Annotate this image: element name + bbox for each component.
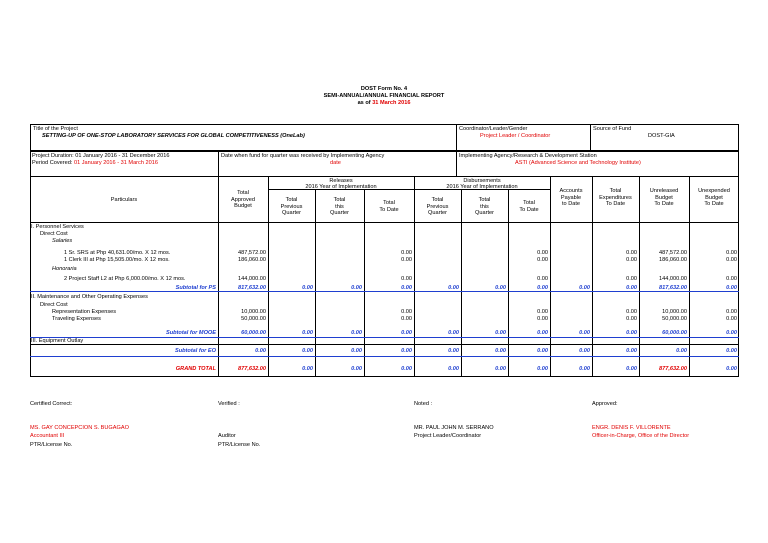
cell-disb-todate: 0.00 xyxy=(537,316,548,322)
grand-total-value: 0.00 xyxy=(579,366,590,372)
fund-label: Source of Fund xyxy=(593,126,632,132)
date-fund-value: date xyxy=(330,160,341,166)
grand-total-value: 0.00 xyxy=(302,366,313,372)
subtotal-value: 0.00 xyxy=(537,330,548,336)
rel-todate-header: Total To Date xyxy=(379,200,399,213)
auditor-title: Auditor xyxy=(218,433,236,439)
agency-label: Implementing Agency/Research & Development Station xyxy=(459,153,597,159)
fund-value: DOST-GIA xyxy=(648,133,675,139)
director-name: ENGR. DENIS F. VILLORENTE xyxy=(592,425,671,431)
subtotal-value: 0.00 xyxy=(626,285,637,291)
cell-expenditures: 0.00 xyxy=(626,250,637,256)
cell-unexpended: 0.00 xyxy=(726,316,737,322)
cell-unreleased: 50,000.00 xyxy=(662,316,687,322)
verified-label: Verified : xyxy=(218,401,240,407)
subtotal-value: 0.00 xyxy=(448,348,459,354)
subtotal-value: 0.00 xyxy=(351,330,362,336)
cell-expenditures: 0.00 xyxy=(626,309,637,315)
period-covered xyxy=(32,160,158,167)
mooe-direct-cost: Direct Cost xyxy=(40,302,68,308)
cell-unexpended: 0.00 xyxy=(726,257,737,263)
project-title: SETTING-UP OF ONE-STOP LABORATORY SERVICES FOR GLOBAL COMPETITIVENESS (OneLab) xyxy=(42,133,305,139)
disb-group-title: Disbursements xyxy=(463,178,501,184)
approved-header: Total Approved Budget xyxy=(231,190,255,209)
cell-unreleased: 10,000.00 xyxy=(662,309,687,315)
cell-unexpended: 0.00 xyxy=(726,276,737,282)
salaries-label: Salaries xyxy=(52,238,73,244)
subtotal-value: 0.00 xyxy=(448,285,459,291)
subtotal-value: 817,632.00 xyxy=(238,285,266,291)
cell-disb-todate: 0.00 xyxy=(537,257,548,263)
grand-total-value: 0.00 xyxy=(726,366,737,372)
as-of-line xyxy=(0,100,768,107)
subtotal-value: 0.00 xyxy=(579,348,590,354)
particulars-header: Particulars xyxy=(110,197,138,203)
disb-prev-header: Total Previous Quarter xyxy=(426,197,449,216)
subtotal-value: 817,632.00 xyxy=(659,285,687,291)
grand-total-value: 0.00 xyxy=(537,366,548,372)
cell-rel-todate: 0.00 xyxy=(401,316,412,322)
grand-total-value: 0.00 xyxy=(626,366,637,372)
approved-label: Approved: xyxy=(592,401,618,407)
subtotal-value: 0.00 xyxy=(495,285,506,291)
cell-unexpended: 0.00 xyxy=(726,309,737,315)
accounts-payable-header: Accounts Payable to Date xyxy=(559,188,583,207)
releases-group-title: Releases xyxy=(329,178,353,184)
cell-approved: 487,572.00 xyxy=(238,250,266,256)
subtotal-value: 60,000.00 xyxy=(662,330,687,336)
noted-label: Noted : xyxy=(414,401,433,407)
cell-disb-todate: 0.00 xyxy=(537,309,548,315)
director-title: Officer-in-Charge, Office of the Director xyxy=(592,433,690,439)
disb-todate-header: Total To Date xyxy=(519,200,539,213)
subtotal-value: 0.00 xyxy=(537,285,548,291)
row-label: 1 Sr. SRS at Php 40,631.00/mo. X 12 mos. xyxy=(64,250,171,256)
cell-disb-todate: 0.00 xyxy=(537,250,548,256)
as-of-date: 31 March 2016 xyxy=(372,100,411,106)
subtotal-value: 0.00 xyxy=(302,348,313,354)
section-ps: I. Personnel Services xyxy=(31,224,84,230)
ps-direct-cost: Direct Cost xyxy=(40,231,68,237)
rel-prev-header: Total Previous Quarter xyxy=(280,197,303,216)
subtotal-label: Subtotal for MOOE xyxy=(165,330,216,336)
cell-unreleased: 186,060.00 xyxy=(659,257,687,263)
as-of-prefix: as of xyxy=(357,100,373,106)
cell-rel-todate: 0.00 xyxy=(401,250,412,256)
row-label: Representation Expenses xyxy=(52,309,117,315)
auditor-ptr: PTR/License No. xyxy=(218,442,261,448)
cell-expenditures: 0.00 xyxy=(626,316,637,322)
period-value: 01 January 2016 - 31 March 2016 xyxy=(73,160,158,166)
section-mooe: II. Maintenance and Other Operating Expenses xyxy=(31,294,148,300)
subtotal-value: 0.00 xyxy=(726,330,737,336)
section-eo: III. Equipment Outlay xyxy=(31,338,84,344)
leader-name: MR. PAUL JOHN M. SERRANO xyxy=(414,425,494,431)
disb-this-header: Total this Quarter xyxy=(475,197,494,216)
unreleased-header: Unreleased Budget To Date xyxy=(649,188,679,207)
subtotal-value: 0.00 xyxy=(351,285,362,291)
row-label: 1 Clerk III at Php 15,505.00/mo. X 12 mos. xyxy=(64,257,170,263)
subtotal-value: 0.00 xyxy=(579,285,590,291)
cell-approved: 50,000.00 xyxy=(241,316,266,322)
subtotal-value: 0.00 xyxy=(302,285,313,291)
grand-total-label: GRAND TOTAL xyxy=(175,366,216,372)
cell-expenditures: 0.00 xyxy=(626,257,637,263)
form-number: DOST Form No. 4 xyxy=(360,86,408,92)
unexpended-header: Unexpended Budget To Date xyxy=(698,188,730,207)
cell-rel-todate: 0.00 xyxy=(401,309,412,315)
subtotal-label: Subtotal for EO xyxy=(174,348,216,354)
project-duration: Project Duration: 01 January 2016 - 31 December 2016 xyxy=(32,153,170,159)
cell-expenditures: 0.00 xyxy=(626,276,637,282)
cell-approved: 144,000.00 xyxy=(238,276,266,282)
subtotal-value: 0.00 xyxy=(726,348,737,354)
certified-label: Certified Correct: xyxy=(30,401,73,407)
cell-unreleased: 487,572.00 xyxy=(659,250,687,256)
subtotal-value: 0.00 xyxy=(448,330,459,336)
report-title: SEMI-ANNUAL/ANNUAL FINANCIAL REPORT xyxy=(323,93,445,99)
subtotal-value: 0.00 xyxy=(579,330,590,336)
grand-total-value: 0.00 xyxy=(401,366,412,372)
subtotal-value: 60,000.00 xyxy=(241,330,266,336)
grand-total-value: 0.00 xyxy=(448,366,459,372)
date-fund-label: Date when fund for quarter was received by Implementing Agency xyxy=(221,153,385,159)
coordinator-value: Project Leader / Coordinator xyxy=(480,133,551,139)
grand-total-value: 0.00 xyxy=(351,366,362,372)
honoraria-label: Honoraria xyxy=(52,266,77,272)
subtotal-label: Subtotal for PS xyxy=(175,285,216,291)
cell-rel-todate: 0.00 xyxy=(401,257,412,263)
subtotal-value: 0.00 xyxy=(495,348,506,354)
accountant-name: MS. GAY CONCEPCION S. BUGAGAO xyxy=(30,425,129,431)
subtotal-value: 0.00 xyxy=(726,285,737,291)
cell-unreleased: 144,000.00 xyxy=(659,276,687,282)
subtotal-value: 0.00 xyxy=(537,348,548,354)
subtotal-value: 0.00 xyxy=(302,330,313,336)
cell-rel-todate: 0.00 xyxy=(401,276,412,282)
rel-this-header: Total this Quarter xyxy=(330,197,349,216)
row-label: 2 Project Staff L2 at Php 6,000.00/mo. X 12 mos. xyxy=(64,276,186,282)
releases-group-year: 2016 Year of Implementation xyxy=(305,184,377,190)
coordinator-label: Coordinator/Leader/Gender xyxy=(459,126,528,132)
row-label: Traveling Expenses xyxy=(52,316,101,322)
grand-total-value: 0.00 xyxy=(495,366,506,372)
accountant-ptr: PTR/License No. xyxy=(30,442,73,448)
subtotal-value: 0.00 xyxy=(401,348,412,354)
expenditures-header: Total Expenditures To Date xyxy=(599,188,632,207)
subtotal-value: 0.00 xyxy=(676,348,687,354)
disb-group-year: 2016 Year of Implementation xyxy=(446,184,518,190)
title-label: Title of the Project xyxy=(33,126,78,132)
cell-approved: 186,060.00 xyxy=(238,257,266,263)
period-label: Period Covered: xyxy=(32,160,73,166)
subtotal-value: 0.00 xyxy=(255,348,266,354)
leader-title: Project Leader/Coordinator xyxy=(414,433,482,439)
grand-total-value: 877,632.00 xyxy=(238,366,266,372)
subtotal-value: 0.00 xyxy=(495,330,506,336)
agency-value: ASTI (Advanced Science and Technology Institute) xyxy=(515,160,641,166)
cell-unexpended: 0.00 xyxy=(726,250,737,256)
cell-disb-todate: 0.00 xyxy=(537,276,548,282)
cell-approved: 10,000.00 xyxy=(241,309,266,315)
subtotal-value: 0.00 xyxy=(401,285,412,291)
subtotal-value: 0.00 xyxy=(626,348,637,354)
accountant-title: Accountant III xyxy=(30,433,65,439)
grand-total-value: 877,632.00 xyxy=(659,366,687,372)
subtotal-value: 0.00 xyxy=(351,348,362,354)
subtotal-value: 0.00 xyxy=(401,330,412,336)
subtotal-value: 0.00 xyxy=(626,330,637,336)
